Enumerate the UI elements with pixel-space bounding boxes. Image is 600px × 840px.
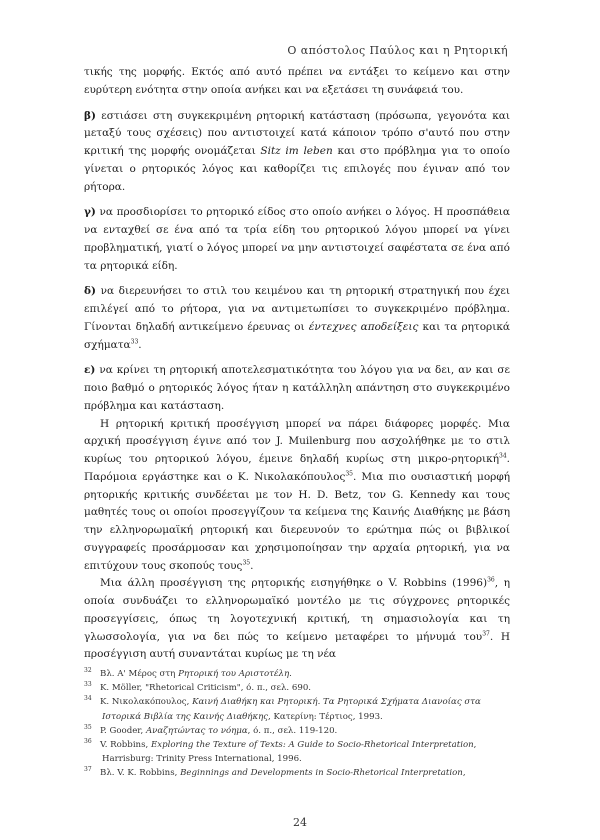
italic-term: έντεχνες αποδείξεις bbox=[308, 320, 419, 333]
page-number: 24 bbox=[293, 816, 307, 829]
footnote-ref[interactable]: 35 bbox=[345, 470, 353, 478]
item-marker: γ) bbox=[84, 206, 96, 219]
footnote: $^{33}$ K. Möller, "Rhetorical Criticism", ό. π., σελ. 690. bbox=[84, 681, 312, 694]
footnote: $^{36}$ V. Robbins, Exploring the Texture of Texts: A Guide to Socio-Rhetorical Interpretation, Harrisburg: Trinity Press International, 1996. bbox=[84, 738, 477, 765]
footnote-number: 32 bbox=[84, 667, 92, 675]
list-item: β) εστιάσει στη συγκεκριμένη ρητορική κατάσταση (πρόσωπα, γεγονότα και μεταξύ τους σχέσεις) που αντιστοιχεί κατά κάποιον τρόπο σ'αυτό που στην κριτική της μορφής ονομάζεται Sitz im leben και στο πρόβλημα για το οποίο γίνεται ο ρητορικός λόγος και καθορίζει τις επιλογές που έγιναν από τον ρήτορα. bbox=[84, 109, 511, 193]
footnote-ref[interactable]: 36 bbox=[487, 576, 495, 584]
footnote: $^{32}$ Βλ. Α' Μέρος στη Ρητορική του Αριστοτέλη. bbox=[84, 667, 292, 679]
footnote-ref[interactable]: 35 bbox=[242, 559, 251, 566]
running-head: Ο απόστολος Παύλος και η Ρητορική bbox=[287, 44, 508, 57]
footnote-ref[interactable]: 33 bbox=[130, 338, 139, 345]
footnote-number: 34 bbox=[84, 695, 92, 703]
list-item: ε) να κρίνει τη ρητορική αποτελεσματικότητα του λόγου για να δει, αν και σε ποιο βαθμό ο ρητορικός λόγος ήταν η κατάλληλη απάντηση στο συγκεκριμένο πρόβλημα και κατάσταση. bbox=[84, 364, 510, 412]
item-marker: δ) bbox=[84, 285, 96, 298]
list-item: δ) να διερευνήσει το στιλ του κειμένου και τη ρητορική στρατηγική που έχει επιλέγεί από το ρήτορα, για να αντιμετωπίσει το συγκεκριμένο πρόβλημα. Γίνονται δηλαδή αντικείμενο έρευνας οι έντεχνες αποδείξεις και τα ρητορικά σχήματα$^{33}$. bbox=[84, 285, 510, 351]
paragraph: τικής της μορφής. Εκτός από αυτό πρέπει να εντάξει το κείμενο και στην ευρύτερη ενότητα στην οποία ανήκει και να εξετάσει τη συνάφειά του. bbox=[84, 66, 510, 96]
footnote-number: 35 bbox=[84, 723, 92, 731]
footnote-number: 33 bbox=[84, 681, 92, 689]
footnote: $^{35}$ P. Gooder, Αναζητώντας το νόημα, ό. π., σελ. 119-120. bbox=[84, 723, 338, 736]
footnote-ref[interactable]: 34 bbox=[499, 452, 507, 460]
item-marker: ε) bbox=[84, 364, 96, 377]
main-text bbox=[84, 64, 510, 664]
footnote: $^{34}$ Κ. Νικολακόπουλος, Καινή Διαθήκη και Ρητορική. Τα Ρητορικά Σχήματα Διανοίας στα Ιστορικά Βιβλία της Καινής Διαθήκης, Κατερίνη: Τέρτιος, 1993. bbox=[84, 695, 481, 722]
footnote-number: 37 bbox=[84, 766, 92, 774]
footnote-number: 36 bbox=[84, 738, 92, 746]
footnotes bbox=[84, 667, 510, 781]
italic-term: Sitz im leben bbox=[260, 145, 333, 157]
list-item: γ) να προσδιορίσει το ρητορικό είδος στο οποίο ανήκει ο λόγος. Η προσπάθεια να ενταχθεί σε ένα από τα τρία είδη του ρητορικού λόγου μπορεί να γίνει προβληματική, γιατί ο λόγος μπορεί να μην αντιστοιχεί σαφέστατα σε ένα από τα ρητορικά είδη. bbox=[84, 206, 510, 272]
paragraph: Μια άλλη προσέγγιση της ρητορικής εισηγήθηκε ο V. Robbins $(1996)^{36}$, η οποία συνδυάζει το ελληνορωμαϊκό μοντέλο με τις σύγχρονες ρητορικές προσεγγίσεις, όπως τη λογοτεχνική κριτική, τη σημασιολογία και τη γλωσσολογία, για να δει πώς το κείμενο μεταφέρει το μήνυμά του$^{37}$. Η προσέγγιση αυτή συναντάται κυρίως με τη νέα bbox=[84, 576, 510, 661]
footnote: $^{37}$ Βλ. V. K. Robbins, Beginnings and Developments in Socio-Rhetorical Interpretation, bbox=[84, 766, 466, 779]
item-marker: β) bbox=[84, 109, 96, 122]
paragraph: Η ρητορική κριτική προσέγγιση μπορεί να πάρει διάφορες μορφές. Μια αρχική προσέγγιση έγινε από τον J. Muilenburg που ασχολήθηκε με το στιλ κυρίως του ρητορικού λόγου, έμεινε δηλαδή κυρίως στη μικρο-ρητορική$^{34}$. Παρόμοια εργάστηκε και ο Κ. Νικολακόπουλος$^{35}$. Μια πιο ουσιαστική μορφή ρητορικής κριτικής συνδέεται με τον H. D. Betz, τον G. Kennedy και τους μαθητές τους οι οποίοι προσεγγίζουν τα κείμενα της Καινής Διαθήκης με βάση την ελληνορωμαϊκή ρητορική και διερευνούν το ερώτημα πώς οι βιβλικοί συγγραφείς προσάρμοσαν και χρησιμοποίησαν την αρχαία ρητορική, για να επιτύχουν τους σκοπούς τους$^{35}$. bbox=[84, 417, 510, 572]
footnote-ref[interactable]: 37 bbox=[482, 630, 490, 637]
